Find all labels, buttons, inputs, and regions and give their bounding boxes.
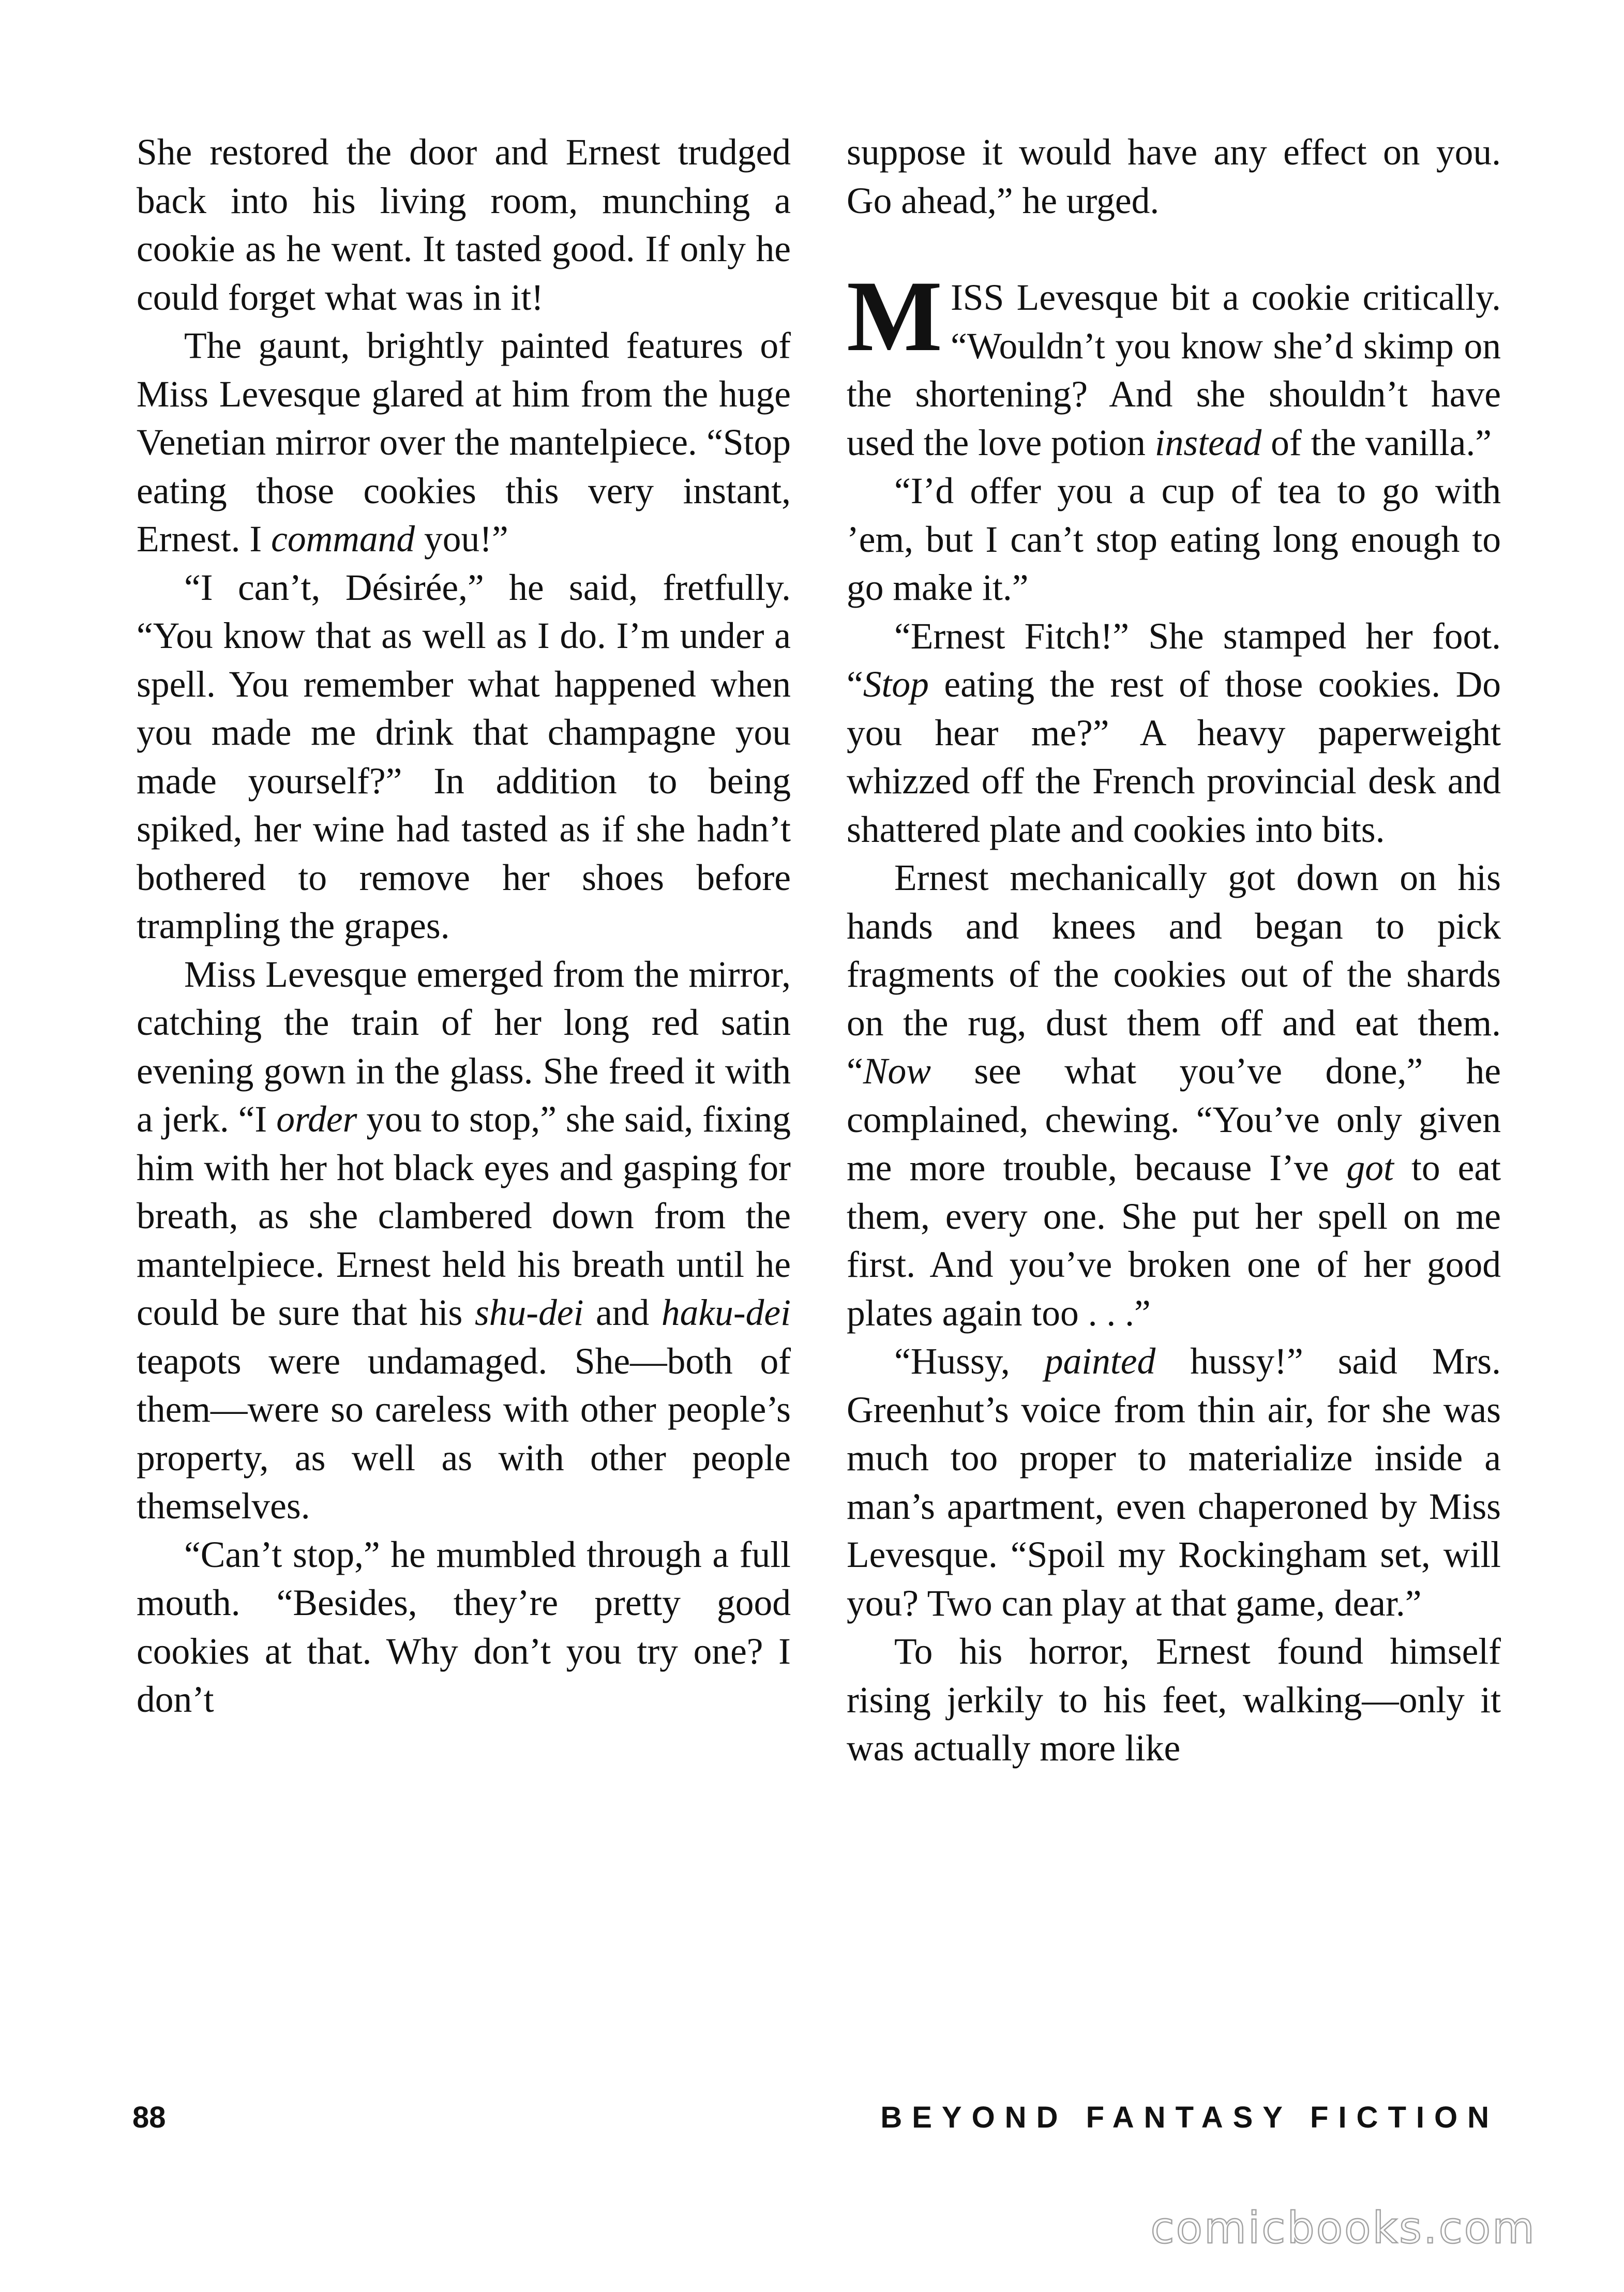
paragraph [847,1337,1501,1627]
italic-text: painted [1044,1341,1156,1382]
text-run: you!” [415,519,508,560]
text-run: “I’d offer you a cup of tea to go with ’em, but I can’t stop eating long enough to go make it.” [847,471,1501,608]
paragraph [137,128,791,322]
text-run: “Can’t stop,” he mumbled through a full mouth. “Besides, they’re pretty good cookies at that. Why don’t you try one? I don’t [137,1534,791,1720]
text-run: teapots were undamaged. She—both of them—were so careless with other people’s property, as well as with other people themselves. [137,1340,791,1527]
text-run: eating the rest of those cookies. Do you hear me?” A heavy paperweight whizzed off the French provincial desk and shattered plate and cookies into bits. [847,664,1501,850]
italic-text: Now [863,1051,931,1092]
text-run: “Ernest Fitch!” She stamped her foot. “ [847,615,1501,705]
paragraph [137,951,791,1531]
paragraph [137,322,791,564]
right-column [847,128,1501,1773]
paragraph [847,854,1501,1337]
italic-text: order [276,1099,357,1140]
italic-text: shu-dei [474,1292,584,1333]
text-run: suppose it would have any effect on you. Go ahead,” he urged. [847,132,1501,221]
text-run: “I can’t, Désirée,” he said, fretfully. “You know that as well as I do. I’m under a spell. You remember what happened when you made me drink that champagne you made yourself?” In addition to being spiked, her wine had tasted as if she hadn’t bothered to remove her shoes before trampling the grapes. [137,567,791,946]
watermark: comicbooks.com [1150,2203,1536,2253]
italic-text: command [271,519,415,560]
paragraph [847,128,1501,225]
text-run: you to stop,” she said, fixing him with her hot black eyes and gasping for breath, as she clambered down from the mantelpiece. Ernest held his breath until he could be sure that his [137,1099,791,1333]
left-column [137,128,791,1724]
text-run: “Hussy, [894,1341,1045,1382]
italic-text: Stop [863,664,929,705]
paragraph [137,564,791,951]
running-title: BEYOND FANTASY FICTION [880,2101,1499,2134]
italic-text: haku-dei [661,1292,791,1333]
text-run: of the vanilla.” [1261,422,1492,463]
italic-text: got [1346,1148,1394,1188]
text-run: To his horror, Ernest found himself rising jerkily to his feet, walking—only it was actually more like [847,1631,1501,1769]
text-run: see what you’ve done,” he complained, chewing. “You’ve only given me more trouble, because I’ve [847,1051,1501,1188]
page-number: 88 [132,2101,166,2134]
paragraph [847,1627,1501,1773]
text-run: The gaunt, brightly painted features of Miss Levesque glared at him from the huge Venetian mirror over the mantelpiece. “Stop eating those cookies this very instant, Ernest. I [137,325,791,560]
text-run: She restored the door and Ernest trudged back into his living room, munching a cookie as he went. It tasted good. If only he could forget what was in it! [137,132,791,318]
text-run: and [583,1292,661,1333]
paragraph [137,1531,791,1724]
paragraph [847,612,1501,854]
page-footer [132,2097,1499,2138]
paragraph [847,260,1501,467]
text-run: Ernest mechanically got down on his hands and knees and began to pick fragments of the cookies out of the shards on the rug, dust them off and eat them. “ [847,857,1501,1092]
paragraph [847,467,1501,612]
drop-cap: M [847,260,942,372]
text-run: to eat them, every one. She put her spell on me first. And you’ve broken one of her good plates again too . . .” [847,1148,1501,1334]
text-run: ISS Levesque bit a cookie critically. “Wouldn’t you know she’d skimp on the shortening? And she shouldn’t have used the love potion [847,277,1501,463]
text-run: Miss Levesque emerged from the mirror, catching the train of her long red satin evening gown in the glass. She freed it with a jerk. “I [137,954,791,1140]
italic-text: instead [1154,422,1262,463]
text-run: hussy!” said Mrs. Greenhut’s voice from thin air, for she was much too proper to materialize inside a man’s apartment, even chaperoned by Miss Levesque. “Spoil my Rockingham set, will you? Two can play at that game, dear.” [847,1341,1501,1624]
